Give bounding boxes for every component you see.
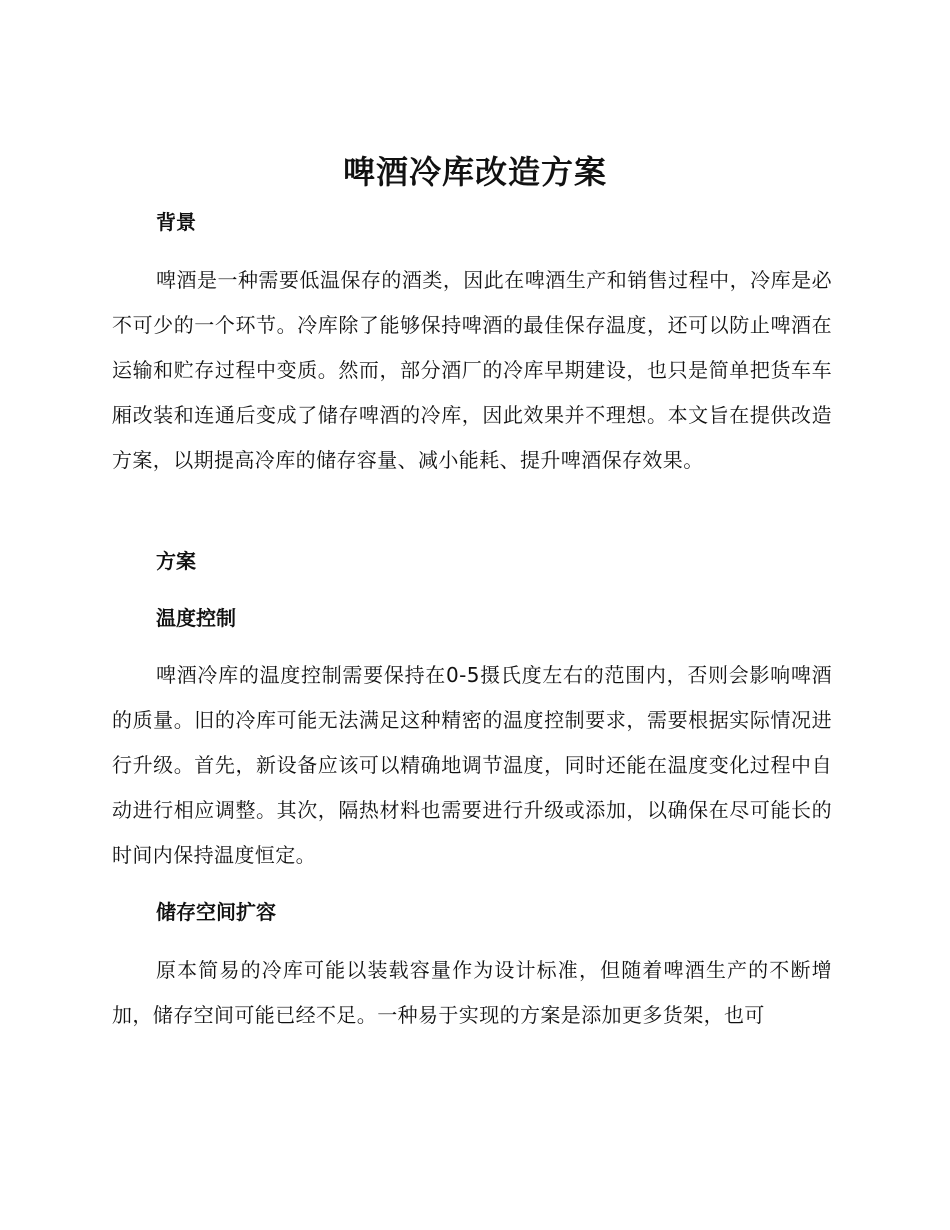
- subsection-heading-temperature: 温度控制: [156, 606, 236, 630]
- section-heading-plan: 方案: [156, 549, 196, 573]
- document-title: 啤酒冷库改造方案: [342, 153, 607, 191]
- paragraph-storage: 原本简易的冷库可能以装载容量作为设计标准，但随着啤酒生产的不断增加，储存空间可能已经不足。一种易于实现的方案是添加更多货架，也可: [112, 958, 832, 1027]
- paragraph-background: 啤酒是一种需要低温保存的酒类，因此在啤酒生产和销售过程中，冷库是必不可少的一个环节。冷库除了能够保持啤酒的最佳保存温度，还可以防止啤酒在运输和贮存过程中变质。然而，部分酒厂的冷库早期建设，也只是简单把货车车厢改装和连通后变成了储存啤酒的冷库，因此效果并不理想。本文旨在提供改造方案，以期提高冷库的储存容量、减小能耗、提升啤酒保存效果。: [112, 268, 832, 472]
- section-heading-background: 背景: [156, 210, 196, 234]
- paragraph-temperature: 啤酒冷库的温度控制需要保持在0-5摄氏度左右的范围内，否则会影响啤酒的质量。旧的冷库可能无法满足这种精密的温度控制要求，需要根据实际情况进行升级。首先，新设备应该可以精确地调节温度，同时还能在温度变化过程中自动进行相应调整。其次，隔热材料也需要进行升级或添加，以确保在尽可能长的时间内保持温度恒定。: [112, 663, 832, 867]
- subsection-heading-storage: 储存空间扩容: [156, 900, 276, 924]
